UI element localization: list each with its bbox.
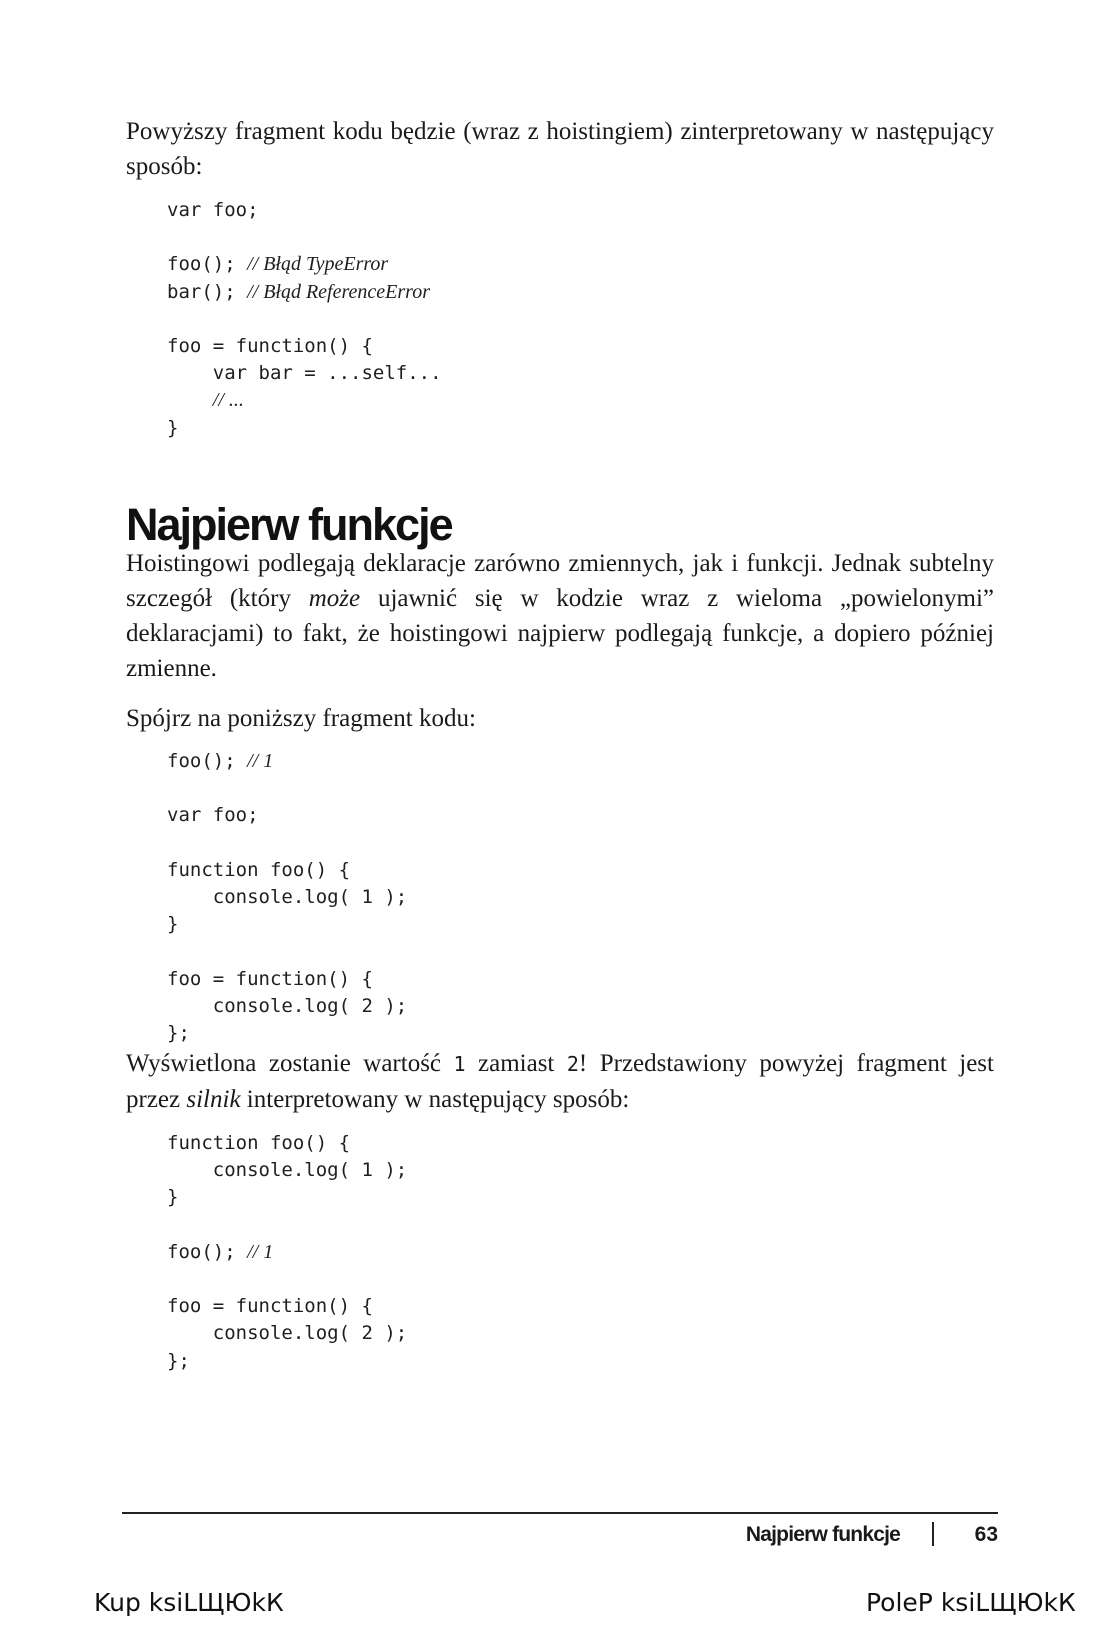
code-line — [167, 830, 407, 857]
code-line — [167, 966, 407, 993]
code-line — [167, 1212, 407, 1239]
code-text: function foo() { — [167, 1132, 351, 1154]
footer-section-title: Najpierw funkcje — [745, 1523, 900, 1546]
code-line — [167, 938, 407, 965]
code-text: foo = function() { — [167, 967, 373, 990]
code-text: bar(); — [167, 280, 248, 303]
code-block — [167, 197, 442, 442]
code-line — [167, 1320, 407, 1347]
code-text: var foo; — [167, 804, 259, 827]
code-line — [167, 1348, 407, 1375]
body-paragraph — [126, 546, 994, 686]
emphasis: może — [308, 585, 361, 612]
code-line — [167, 1239, 407, 1266]
paragraph-text: interpretowany w następujący sposób: — [240, 1086, 630, 1113]
code-comment: // 1 — [247, 1240, 274, 1263]
code-line — [167, 387, 442, 414]
page-number: 63 — [974, 1523, 998, 1546]
code-text: console.log( 2 ); — [167, 1322, 408, 1345]
code-comment: // 1 — [247, 750, 274, 772]
code-line — [167, 224, 442, 251]
code-line — [167, 360, 442, 387]
code-comment: // Błąd TypeError — [247, 253, 389, 276]
code-text: function foo() { — [167, 858, 351, 881]
code-text: foo(); — [167, 750, 248, 772]
code-line — [167, 1184, 407, 1211]
code-text: }; — [167, 1349, 190, 1372]
paragraph-text: zamiast — [465, 1050, 567, 1077]
code-line — [167, 775, 407, 802]
code-text: console.log( 2 ); — [167, 994, 408, 1017]
code-text: console.log( 1 ); — [167, 1159, 408, 1182]
code-line — [167, 306, 442, 333]
code-text: foo(); — [167, 253, 248, 276]
code-line — [167, 1293, 407, 1320]
code-text: } — [167, 416, 179, 439]
code-line — [167, 1266, 407, 1293]
code-text: console.log( 1 ); — [167, 885, 408, 908]
code-text: var bar = ...self... — [167, 362, 442, 385]
inline-code: 2 — [566, 1052, 579, 1076]
code-text: var foo; — [167, 199, 259, 221]
code-line — [167, 993, 407, 1020]
paragraph-text: Hoistingowi podlegają deklaracje zarówno zmiennych, jak i funkcji. Jednak subtelny szczegół (który — [126, 550, 994, 612]
inline-code: 1 — [453, 1052, 466, 1076]
code-line — [167, 251, 442, 278]
intro-paragraph: Powyższy fragment kodu będzie (wraz z hoistingiem) zinterpretowany w następujący sposób: — [126, 118, 994, 180]
recommend-book-link[interactable]: PoleP ksiLЩЮkК — [866, 1588, 1076, 1617]
code-text — [167, 389, 213, 411]
code-line — [167, 884, 407, 911]
code-text: foo = function() { — [167, 334, 373, 357]
code-line — [167, 279, 442, 306]
code-line — [167, 1130, 407, 1157]
code-text: foo(); — [167, 1240, 248, 1263]
body-paragraph: Spójrz na poniższy fragment kodu: — [126, 705, 476, 732]
buy-book-link[interactable]: Kup ksiLЩЮkК — [94, 1588, 284, 1617]
code-line — [167, 1020, 407, 1047]
code-line — [167, 1157, 407, 1184]
code-line — [167, 857, 407, 884]
footer-separator — [932, 1522, 934, 1546]
code-block — [167, 1130, 407, 1375]
code-line — [167, 911, 407, 938]
code-line — [167, 415, 442, 442]
code-text: } — [167, 1186, 179, 1209]
emphasis: silnik — [186, 1086, 241, 1113]
code-comment: // Błąd ReferenceError — [247, 280, 430, 303]
code-comment: // ... — [212, 389, 244, 412]
paragraph-text: ! Przedstawiony powyżej fragment jest przez — [126, 1050, 994, 1113]
code-block — [167, 748, 407, 1047]
footer-rule — [122, 1512, 998, 1514]
code-text: foo = function() { — [167, 1295, 373, 1318]
code-text: } — [167, 913, 179, 936]
code-line — [167, 333, 442, 360]
code-line — [167, 748, 407, 775]
paragraph-text: Wyświetlona zostanie wartość — [126, 1050, 454, 1077]
body-paragraph — [126, 1046, 994, 1117]
code-line — [167, 802, 407, 829]
code-line — [167, 197, 442, 224]
section-heading: Najpierw funkcje — [126, 499, 452, 550]
code-text: }; — [167, 1021, 190, 1044]
paragraph-text: ujawnić się w kodzie wraz z wieloma „powielonymi” deklaracjami) to fakt, że hoistingowi najpierw podlegają funkcje, a dopiero później zmienne. — [126, 585, 994, 682]
